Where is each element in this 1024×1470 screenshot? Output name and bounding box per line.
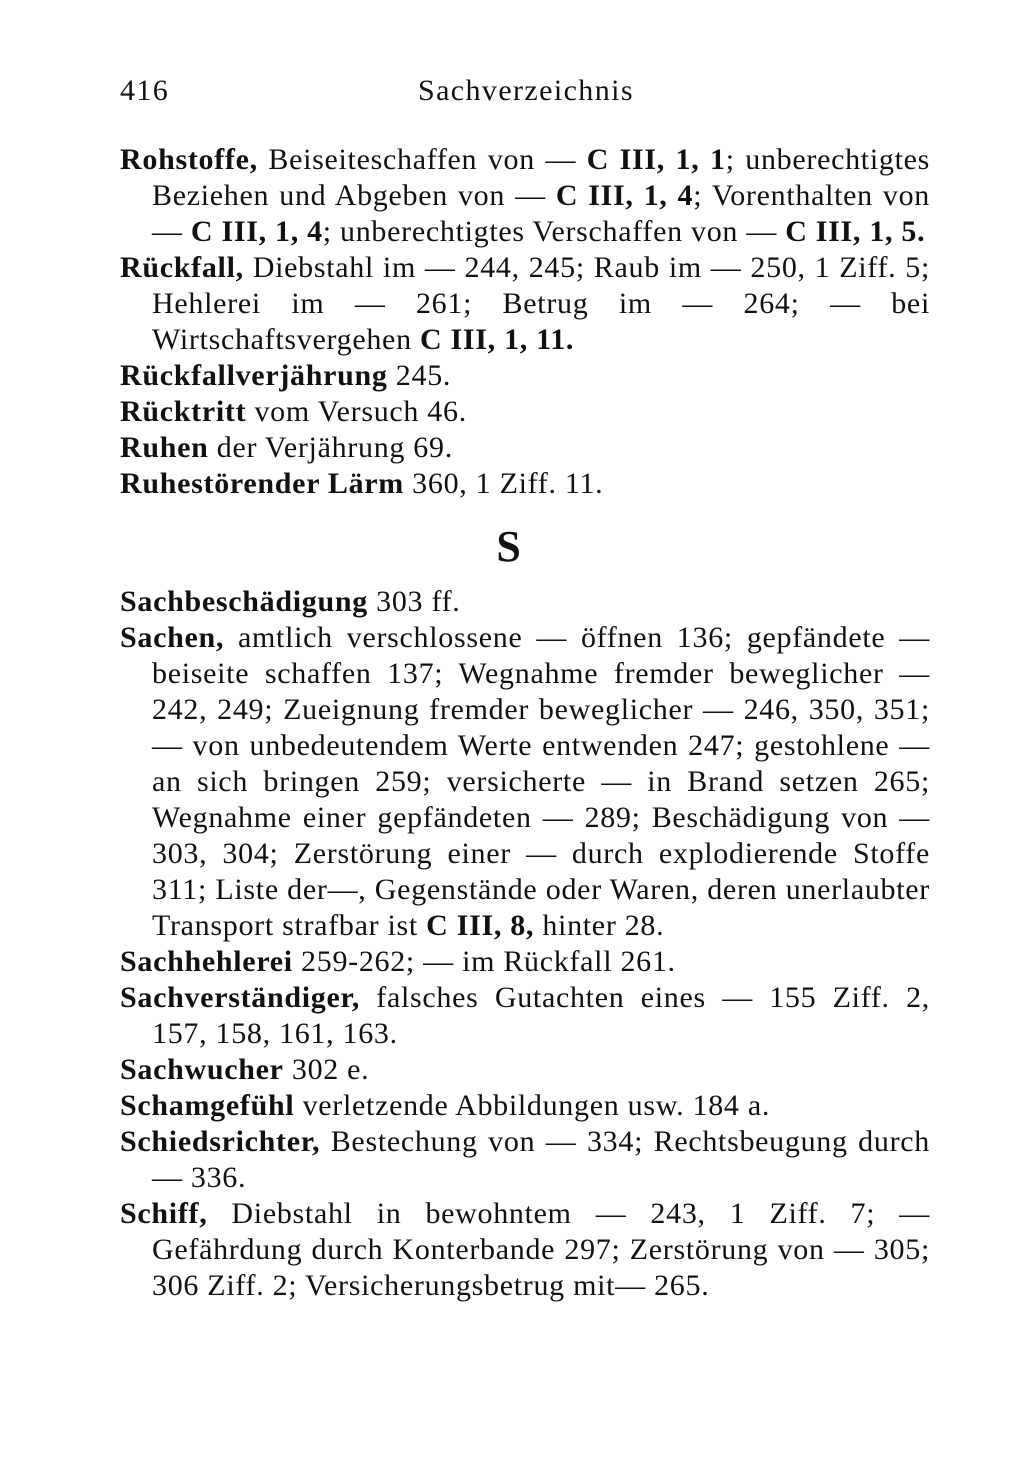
entry-text: 303 ff. [367,585,461,618]
running-title: Sachverzeichnis [418,74,634,107]
index-entry [120,980,930,1052]
entry-headword: Schamgefühl [120,1089,295,1122]
entry-text: Diebstahl in bewohntem — 243, 1 Ziff. 7; — Gefährdung durch Konterbande 297; Zerstörung von — 305; 306 Ziff. 2; Versicherungsbetrug mit— 265. [152,1197,930,1302]
entry-headword: Schiff, [120,1197,208,1230]
entry-headword: Rücktritt [120,395,247,428]
entry-text: ; Vorenthalten von — [152,179,930,248]
entry-text: verletzende Abbildungen usw. 184 a. [294,1089,771,1122]
page-number: 416 [120,74,170,107]
entry-headword: Ruhestörender Lärm [120,467,404,500]
entry-reference: C III, 1, 4 [190,215,323,248]
index-entry [120,142,930,250]
entries-group-r [120,142,930,502]
index-entry [120,250,930,358]
entries-group-s [120,584,930,1304]
index-entry [120,620,930,944]
index-entries [120,142,930,1304]
entry-text: hinter 28. [534,909,665,942]
entry-text: Beiseiteschaffen von — [257,143,587,176]
entry-text: Bestechung von — 334; Rechtsbeugung durch — 336. [152,1125,930,1194]
entry-headword: Sachwucher [120,1053,284,1086]
entry-text: ; unberechtigtes Verschaffen von — [322,215,786,248]
entry-headword: Rückfall, [120,251,244,284]
entry-reference: C III, 1, 4 [555,179,694,212]
entry-text: vom Versuch 46. [246,395,467,428]
index-entry [120,466,930,502]
entry-text: amtlich verschlossene — öffnen 136; gepfändete — beiseite schaffen 137; Wegnahme fremder beweglicher — 242, 249; Zueignung fremder beweglicher — 246, 350, 351; — von unbedeutendem Werte entwenden 247; gestohlene — an sich bringen 259; versicherte — in Brand setzen 265; Wegnahme einer gepfändeten — 289; Beschädigung von — 303, 304; Zerstörung einer — durch explodierende Stoffe 311; Liste der—, Gegenstände oder Waren, deren unerlaubter Transport strafbar ist [152,621,930,942]
entry-text: Diebstahl im — 244, 245; Raub im — 250, 1 Ziff. 5; Hehlerei im — 261; Betrug im — 264; — bei Wirtschaftsvergehen [152,251,930,356]
entry-headword: Sachhehlerei [120,945,293,978]
section-letter: S [496,522,522,571]
entry-reference: C III, 1, 11. [419,323,575,356]
index-entry [120,1088,930,1124]
entry-headword: Sachbeschädigung [120,585,368,618]
entry-text: der Verjährung 69. [208,431,453,464]
index-entry [120,1196,930,1304]
entry-headword: Rohstoffe, [120,143,258,176]
entry-text: 245. [387,359,452,392]
entry-reference: C III, 1, 1 [586,143,726,176]
entry-headword: Schiedsrichter, [120,1125,321,1158]
entry-headword: Sachen, [120,621,225,654]
index-entry [120,430,930,466]
index-entry [120,1052,930,1088]
entry-text: falsches Gutachten eines — 155 Ziff. 2, 157, 158, 161, 163. [152,981,930,1050]
entry-headword: Sachverständiger, [120,981,360,1014]
entry-headword: Rückfallverjährung [120,359,388,392]
entry-reference: C III, 8, [426,909,535,942]
entry-headword: Ruhen [120,431,209,464]
index-entry [120,944,930,980]
index-entry [120,394,930,430]
index-entry [120,1124,930,1196]
entry-text: 302 e. [283,1053,370,1086]
entry-reference: C III, 1, 5. [785,215,926,248]
running-head [120,74,930,114]
entry-text: ; unberechtigtes Beziehen und Abgeben von — [152,143,931,212]
index-entry [120,358,930,394]
entry-text: 360, 1 Ziff. 11. [403,467,604,500]
index-entry [120,584,930,620]
entry-text: 259-262; — im Rückfall 261. [292,945,676,978]
